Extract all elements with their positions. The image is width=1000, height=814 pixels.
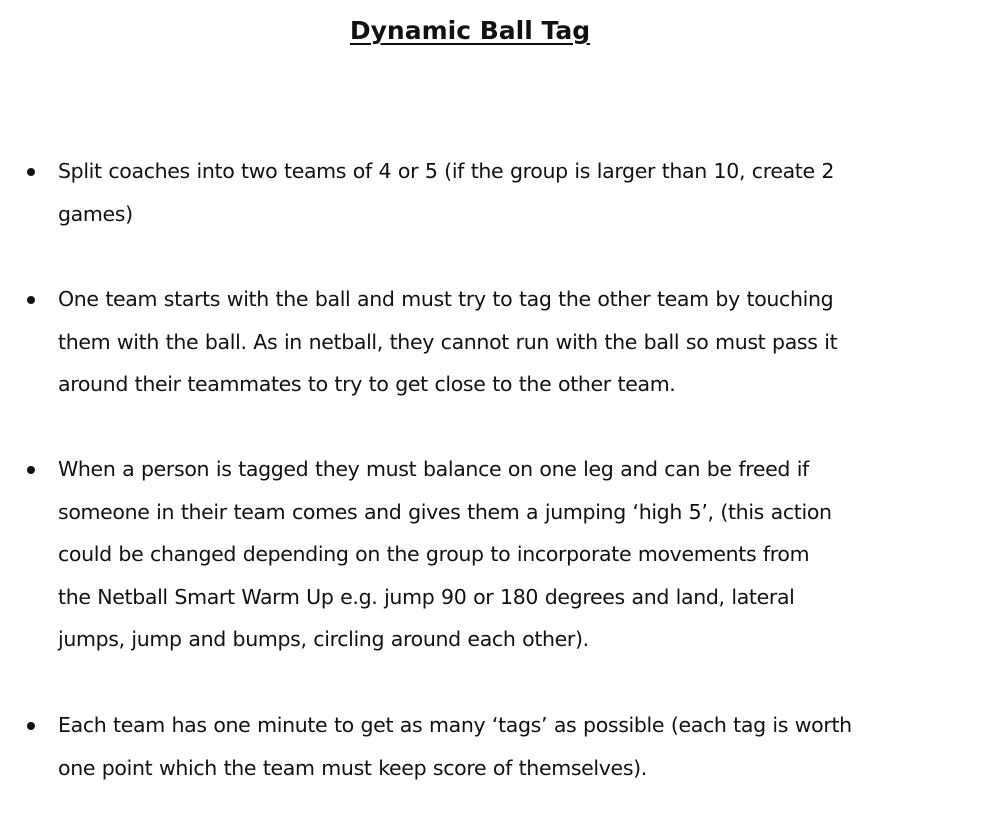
bullet-icon (27, 466, 35, 474)
document-title (0, 14, 940, 48)
document-title-text: Dynamic Ball Tag (349, 16, 591, 45)
text-line: the Netball Smart Warm Up e.g. jump 90 or 180 degrees and land, lateral (58, 584, 795, 609)
text-line: one point which the team must keep score of themselves). (58, 755, 647, 780)
bullet-icon (27, 168, 35, 176)
list-item-text (58, 448, 958, 661)
list-item-text (58, 704, 958, 789)
text-line: them with the ball. As in netball, they cannot run with the ball so must pass it (58, 329, 838, 354)
text-line: games) (58, 201, 133, 226)
text-line: around their teammates to try to get close to the other team. (58, 372, 676, 397)
text-line: could be changed depending on the group to incorporate movements from (58, 542, 810, 567)
bullet-icon (27, 296, 35, 304)
text-line: jumps, jump and bumps, circling around each other). (58, 627, 589, 652)
bullet-icon (27, 722, 35, 730)
text-line: someone in their team comes and gives them a jumping ‘high 5’, (this action (58, 499, 832, 524)
text-line: Each team has one minute to get as many ‘tags’ as possible (each tag is worth (58, 713, 852, 737)
text-line: One team starts with the ball and must try to tag the other team by touching (58, 287, 834, 311)
list-item-text (58, 278, 958, 406)
text-line: Split coaches into two teams of 4 or 5 (if the group is larger than 10, create 2 (58, 159, 835, 183)
text-line: When a person is tagged they must balance on one leg and can be freed if (58, 457, 809, 481)
list-item-text (58, 150, 958, 235)
